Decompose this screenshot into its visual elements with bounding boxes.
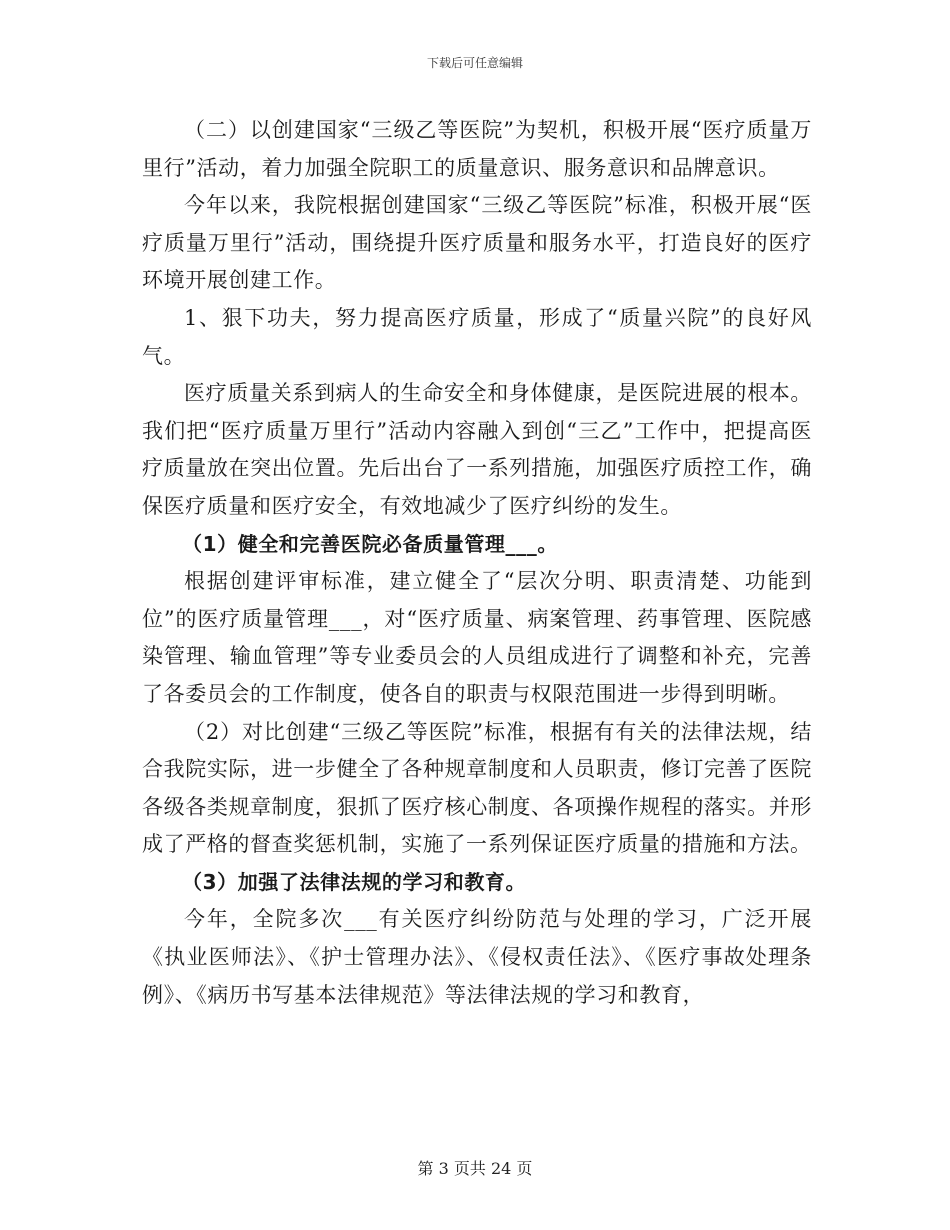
paragraph-standards: 根据创建评审标准，建立健全了“层次分明、职责清楚、功能到位”的医疗质量管理___，对“医疗质量、病案管理、药事管理、医院感染管理、输血管理”等专业委员会的人员组成进行了调整和补充，完善了各委员会的工作制度，使各自的职责与权限范围进一步得到明晰。 — [142, 569, 812, 706]
paragraph-subsection-2: （2）对比创建“三级乙等医院”标准，根据有有关的法律法规，结合我院实际，进一步健全了各种规章制度和人员职责，修订完善了医院各级各类规章制度，狠抓了医疗核心制度、各项操作规程的落实。并形成了严格的督查奖惩机制，实施了一系列保证医疗质量的措施和方法。 — [142, 719, 812, 857]
paragraph-intro: （二）以创建国家“三级乙等医院”为契机，积极开展“医疗质量万里行”活动，着力加强全院职工的质量意识、服务意识和品牌意识。 — [142, 118, 812, 180]
paragraph-law-study: 今年，全院多次___有关医疗纠纷防范与处理的学习，广泛开展《执业医师法》、《护士管理办法》、《侵权责任法》、《医疗事故处理条例》、《病历书写基本法律规范》等法律法规的学习和教育， — [142, 907, 812, 1007]
paragraph-quality: 医疗质量关系到病人的生命安全和身体健康，是医院进展的根本。我们把“医疗质量万里行”活动内容融入到创“三乙”工作中，把提高医疗质量放在突出位置。先后出台了一系列措施，加强医疗质控工作，确保医疗质量和医疗安全，有效地减少了医疗纠纷的发生。 — [142, 381, 812, 518]
subheading-3: （3）加强了法律法规的学习和教育。 — [182, 869, 527, 894]
paragraph-section-1: 1、狠下功夫，努力提高医疗质量，形成了“质量兴院”的良好风气。 — [142, 305, 812, 368]
subheading-1: （1）健全和完善医院必备质量管理___。 — [182, 531, 558, 556]
page-footer: 第 3 页共 24 页 — [417, 1159, 533, 1178]
document-body — [142, 112, 812, 1014]
page-header: 下载后可任意编辑 — [426, 56, 523, 70]
paragraph-this-year: 今年以来，我院根据创建国家“三级乙等医院”标准，积极开展“医疗质量万里行”活动，围绕提升医疗质量和服务水平，打造良好的医疗环境开展创建工作。 — [142, 193, 812, 293]
